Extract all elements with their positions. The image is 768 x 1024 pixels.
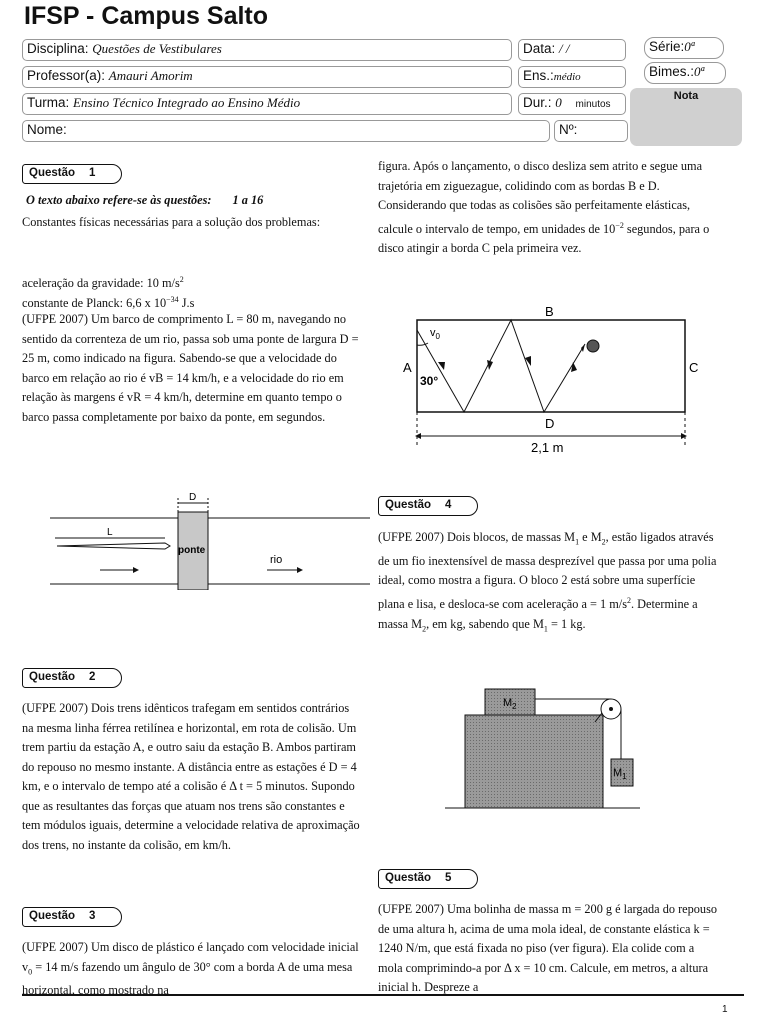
professor-value: Amauri Amorim [108,68,193,83]
pulley-figure [440,680,670,815]
turma-field [22,93,512,115]
table-figure [395,300,715,460]
q3-text: (UFPE 2007) Um disco de plástico é lançado com velocidade inicial $v_0 = 14$ m/s fazendo um ângulo de 30° com a borda A de uma mesa horizontal, como mostrado na [22,940,359,998]
question-3-label: Questão 3 [22,907,122,927]
v0-label: $v_0$ [430,327,440,341]
nome-label: Nome: [27,122,67,137]
q2-text: (UFPE 2007) Dois trens idênticos trafegam em sentidos contrários na mesma linha férrea retilínea e horizontal, em rota de colisão. Um trem partiu da estação A, e outro saiu da estação B. Ambos partiram do repouso no mesmo instante. A distância entre as estações é D = 4 km, e o intervalo de tempo até a colisão é Δ t = 5 minutos. Supondo que as resultantes das forças que atuam nos trens são constantes e tem módulos iguais, determine a velocidade relativa de aproximação dos trens, no instante da colisão, em km/h. [22,701,360,852]
river-label: rio [270,554,283,566]
boat [57,543,170,549]
table-rect [417,320,685,412]
angle-label: 30° [420,374,439,388]
q1-intro-line [26,191,366,211]
numero-label: Nº: [559,122,578,137]
page-number: 1 [722,1004,728,1015]
disciplina-field [22,39,512,61]
data-label: Data: [523,41,556,56]
page-title: IFSP - Campus Salto [24,2,269,30]
q1-range: 1 a 16 [232,193,264,207]
dur-field [518,93,626,115]
q1-planck: constante de Planck: 6,6 x $10^{-34}$ J.s [22,295,195,311]
bimes-field [644,62,726,84]
serie-label: Série: [649,39,685,54]
footer-rule [22,994,744,996]
border-c-label: C [689,360,699,375]
dur-unit: minutos [575,99,611,110]
serie-field [644,37,724,59]
q1-text: (UFPE 2007) Um barco de comprimento L = 80 m, navegando no sentido da correnteza de um rio, passa sob uma ponte de largura D = 25 m, como indicado na figura. Sabendo-se que a velocidade do barco em relação ao rio é vB = 14 km/h, e a velocidade do rio em relação às margens é vR = 4 km/h, determine em quanto tempo o barco passa completamente por baixo da ponte, em segundos. [22,312,359,424]
numero-field [554,120,628,142]
question-5-label: Questão 5 [378,869,478,889]
q4-text: (UFPE 2007) Dois blocos, de massas $M_1$ e $M_2$, estão ligados através de um fio inextensível de massa desprezível que passa por uma polia ideal, como mostra a figura. O bloco 2 está sobre uma superfície plana e lisa, e desloca-se com aceleração a = 1 $m/s^2$. Determine a massa $M_2$, em kg, sabendo que $M_1 = 1$ kg. [378,530,717,633]
question-4-label: Questão 4 [378,496,478,516]
turma-label: Turma: [27,95,70,110]
data-field [518,39,626,61]
q1-constants-intro: Constantes físicas necessárias para a solução dos problemas: [22,215,321,229]
question-2-label: Questão 2 [22,668,122,688]
dur-value: 0 [555,95,562,110]
disciplina-value: Questões de Vestibulares [92,41,222,56]
bridge-figure [45,490,375,590]
professor-label: Professor(a): [27,68,106,83]
serie-value: 0ª [684,39,695,54]
bimes-label: Bimes.: [649,64,695,79]
m2-label: $M_2$ [503,697,517,711]
ens-field [518,66,626,88]
border-d-label: D [545,416,555,431]
border-b-label: B [545,304,554,319]
disc [587,340,599,352]
bridge-width-label: D [189,492,197,503]
professor-field [22,66,512,88]
q5-text: (UFPE 2007) Uma bolinha de massa m = 200 g é largada do repouso de uma altura h, acima de uma mola ideal, de constante elástica k = 1240 N/m, que está fixada no piso (ver figura). Ela colide com a mola comprimindo-a por Δ x = 10 cm. Calcule, em metros, a altura inicial h. Despreze a [378,902,718,994]
q1-intro: O texto abaixo refere-se às questões: [26,193,212,207]
bridge-label: ponte [178,545,206,556]
nota-box [630,88,742,146]
nota-label: Nota [673,90,699,102]
disciplina-label: Disciplina: [27,41,89,56]
table-block [465,715,603,808]
ens-value: médio [553,71,581,83]
q1-gravity: aceleração da gravidade: 10 $m/s^2$ [22,275,184,291]
border-a-label: A [403,360,412,375]
q3-continuation: figura. Após o lançamento, o disco desliza sem atrito e segue uma trajetória em ziguezague, colidindo com as bordas B e D. Considerando que todas as colisões são perfeitamente elásticas, calcule o intervalo de tempo, em unidades de $10^{-2}$ segundos, para o disco atingir a borda C pela primeira vez. [378,159,710,256]
ens-label: Ens.: [523,68,554,83]
dur-label: Dur.: [523,95,552,110]
turma-value: Ensino Técnico Integrado ao Ensino Médio [73,95,301,110]
bimes-value: 0ª [694,64,705,79]
question-1-label: Questão 1 [22,164,122,184]
table-width-label: 2,1 m [531,440,564,455]
m1-label: $M_1$ [613,767,627,781]
data-value: / / [559,41,570,56]
nome-field [22,120,550,142]
boat-length-label: L [107,527,113,538]
